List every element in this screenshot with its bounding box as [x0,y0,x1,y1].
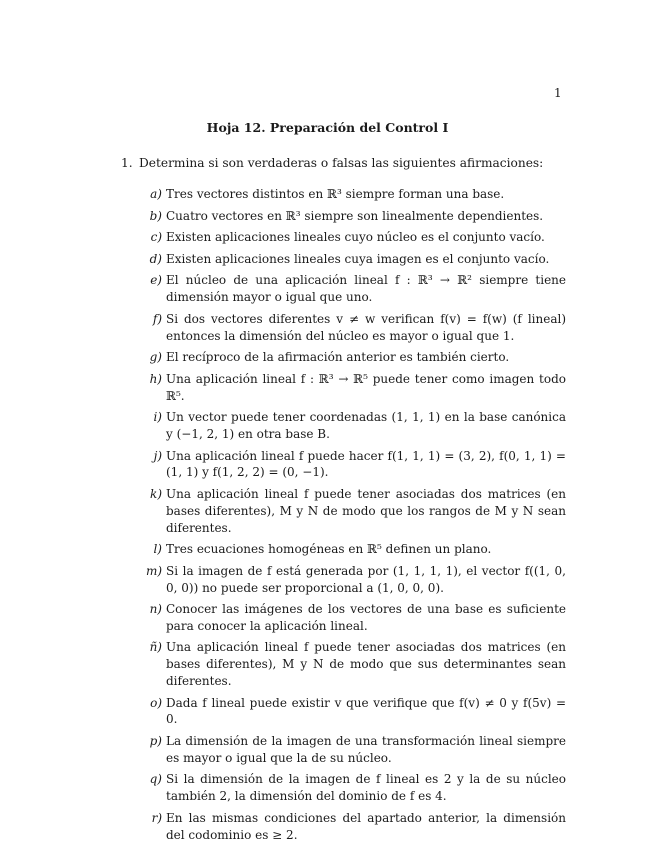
statement-list [144,186,566,848]
list-item [144,186,566,203]
page-title: Hoja 12. Preparación del Control I [206,120,449,135]
list-item [144,486,566,536]
item-label: r) [151,810,162,825]
item-text: Si la imagen de f está generada por (1, 1, 1, 1), el vector f((1, 0, 0, 0)) no puede ser proporcional a (1, 0, 0, 0). [166,563,566,595]
item-label: p) [149,734,162,749]
item-text: Una aplicación lineal f puede hacer f(1, 1, 1) = (3, 2), f(0, 1, 1) = (1, 1) y f(1, 2, 2) = (0, −1). [166,448,566,480]
item-text: Dada f lineal puede existir v que verifique que f(v) ≠ 0 y f(5v) = 0. [166,695,566,727]
list-item [144,695,566,729]
item-text: Una aplicación lineal f puede tener asociadas dos matrices (en bases diferentes), M y N de modo que sus determinantes sean diferentes. [166,640,566,689]
item-label: d) [149,251,162,266]
item-text: Conocer las imágenes de los vectores de una base es suficiente para conocer la aplicación lineal. [166,602,566,633]
list-item [144,272,566,306]
item-label: l) [153,542,162,557]
list-item [144,409,566,443]
list-item [144,371,566,405]
item-label: j) [153,448,162,463]
item-label: i) [153,410,162,425]
item-label: b) [149,208,162,223]
item-text: Cuatro vectores en ℝ³ siempre son linealmente dependientes. [166,208,544,223]
item-text: Una aplicación lineal f : ℝ³ → ℝ⁵ puede tener como imagen todo ℝ⁵. [166,371,566,403]
exercise [121,156,571,170]
item-label: m) [145,563,162,578]
item-label: n) [149,602,162,617]
list-item [144,229,566,246]
item-label: a) [150,187,162,201]
item-label: c) [150,230,162,245]
list-item [144,448,566,482]
item-label: q) [149,772,162,787]
item-text: Si dos vectores diferentes v ≠ w verifican f(v) = f(w) (f lineal) entonces la dimensión del núcleo es mayor o igual que 1. [166,311,566,343]
item-text: En las mismas condiciones del apartado anterior, la dimensión del codominio es ≥ 2. [166,810,566,842]
list-item [144,733,566,767]
item-text: Tres vectores distintos en ℝ³ siempre forman una base. [166,187,505,201]
item-text: El núcleo de una aplicación lineal f : ℝ³ → ℝ² siempre tiene dimensión mayor o igual que uno. [166,273,566,305]
page-number: 1 [554,86,562,100]
item-text: Una aplicación lineal f puede tener asociadas dos matrices (en bases diferentes), M y N de modo que los rangos de M y N sean diferentes. [166,486,566,535]
list-item [144,771,566,805]
list-item [144,349,566,366]
item-label: ñ) [149,640,162,655]
item-label: h) [149,371,162,386]
list-item [144,251,566,268]
item-text: El recíproco de la afirmación anterior es también cierto. [166,350,510,365]
list-item [144,311,566,345]
item-label: e) [150,273,162,288]
item-text: Existen aplicaciones lineales cuya imagen es el conjunto vacío. [166,251,550,266]
list-item [144,810,566,844]
exercise-heading [121,156,571,170]
item-text: Si la dimensión de la imagen de f lineal es 2 y la de su núcleo también 2, la dimensión del dominio de f es 4. [166,772,566,804]
list-item [144,601,566,635]
item-label: k) [150,486,162,501]
exercise-statement: Determina si son verdaderas o falsas las siguientes afirmaciones: [139,156,544,170]
item-text: Tres ecuaciones homogéneas en ℝ⁵ definen un plano. [166,542,492,557]
item-label: f) [152,311,162,326]
list-item [144,563,566,597]
list-item [144,541,566,558]
exercise-number: 1. [121,156,133,170]
list-item [144,639,566,689]
item-text: La dimensión de la imagen de una transformación lineal siempre es mayor o igual que la de su núcleo. [166,734,566,765]
item-text: Un vector puede tener coordenadas (1, 1, 1) en la base canónica y (−1, 2, 1) en otra base B. [166,410,566,441]
list-item [144,208,566,225]
item-label: o) [150,695,162,710]
item-label: g) [149,350,162,365]
item-text: Existen aplicaciones lineales cuyo núcleo es el conjunto vacío. [166,230,545,245]
